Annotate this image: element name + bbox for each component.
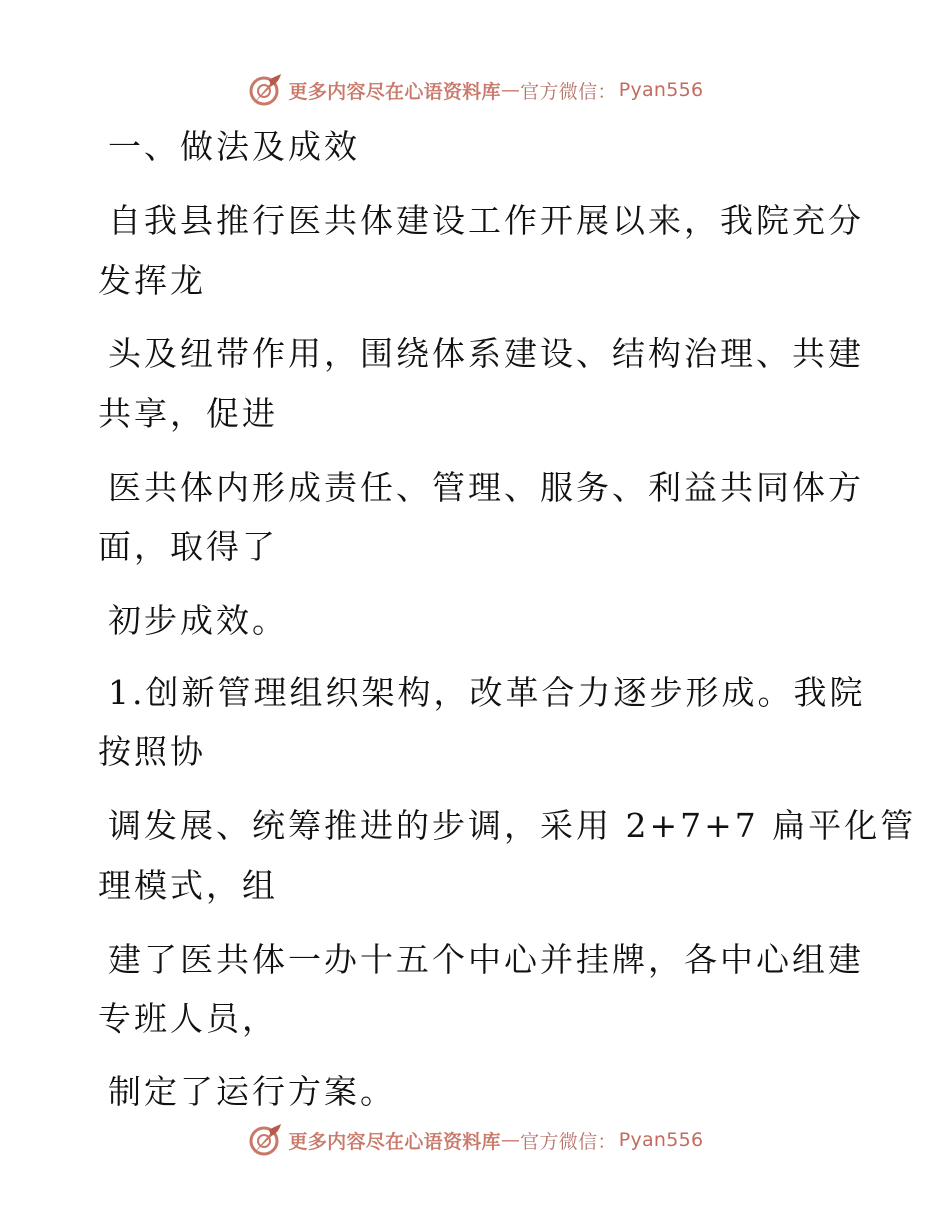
paragraph-line: 头及纽带作用，围绕体系建设、结构治理、共建 <box>108 334 864 373</box>
paragraph-line: 建了医共体一办十五个中心并挂牌，各中心组建 <box>108 940 864 979</box>
paragraph-line: 自我县推行医共体建设工作开展以来，我院充分 <box>108 201 864 240</box>
paragraph-line: 1.创新管理组织架构，改革合力逐步形成。我院 <box>108 673 866 712</box>
paragraph-line: 医共体内形成责任、管理、服务、利益共同体方 <box>108 468 864 507</box>
footer-watermark <box>0 1120 950 1160</box>
paragraph-line: 初步成效。 <box>108 601 288 640</box>
paragraph-line: 共享，促进 <box>98 394 278 433</box>
watermark-dash: — <box>500 79 521 101</box>
paragraph-line: 发挥龙 <box>98 261 206 300</box>
paragraph-line: 理模式，组 <box>98 866 278 905</box>
paragraph-line: 专班人员， <box>98 999 278 1038</box>
paragraph-line: 按照协 <box>98 732 206 771</box>
paragraph-line: 面，取得了 <box>98 527 278 566</box>
watermark-title: 更多内容尽在心语资料库 <box>288 1130 501 1153</box>
watermark-dash: — <box>500 1129 521 1151</box>
section-heading: 一、做法及成效 <box>108 127 360 166</box>
watermark-wechat-id: Pyan556 <box>618 79 704 101</box>
watermark-wechat-label: 官方微信： <box>520 1130 617 1153</box>
watermark-wechat-id: Pyan556 <box>618 1129 704 1151</box>
paragraph-line: 调发展、统筹推进的步调，采用 2+7+7 扁平化管 <box>108 806 917 845</box>
watermark-wechat-label: 官方微信： <box>520 80 617 103</box>
feather-logo-icon <box>247 1122 283 1158</box>
watermark-title: 更多内容尽在心语资料库 <box>288 80 501 103</box>
paragraph-line: 制定了运行方案。 <box>108 1072 396 1111</box>
